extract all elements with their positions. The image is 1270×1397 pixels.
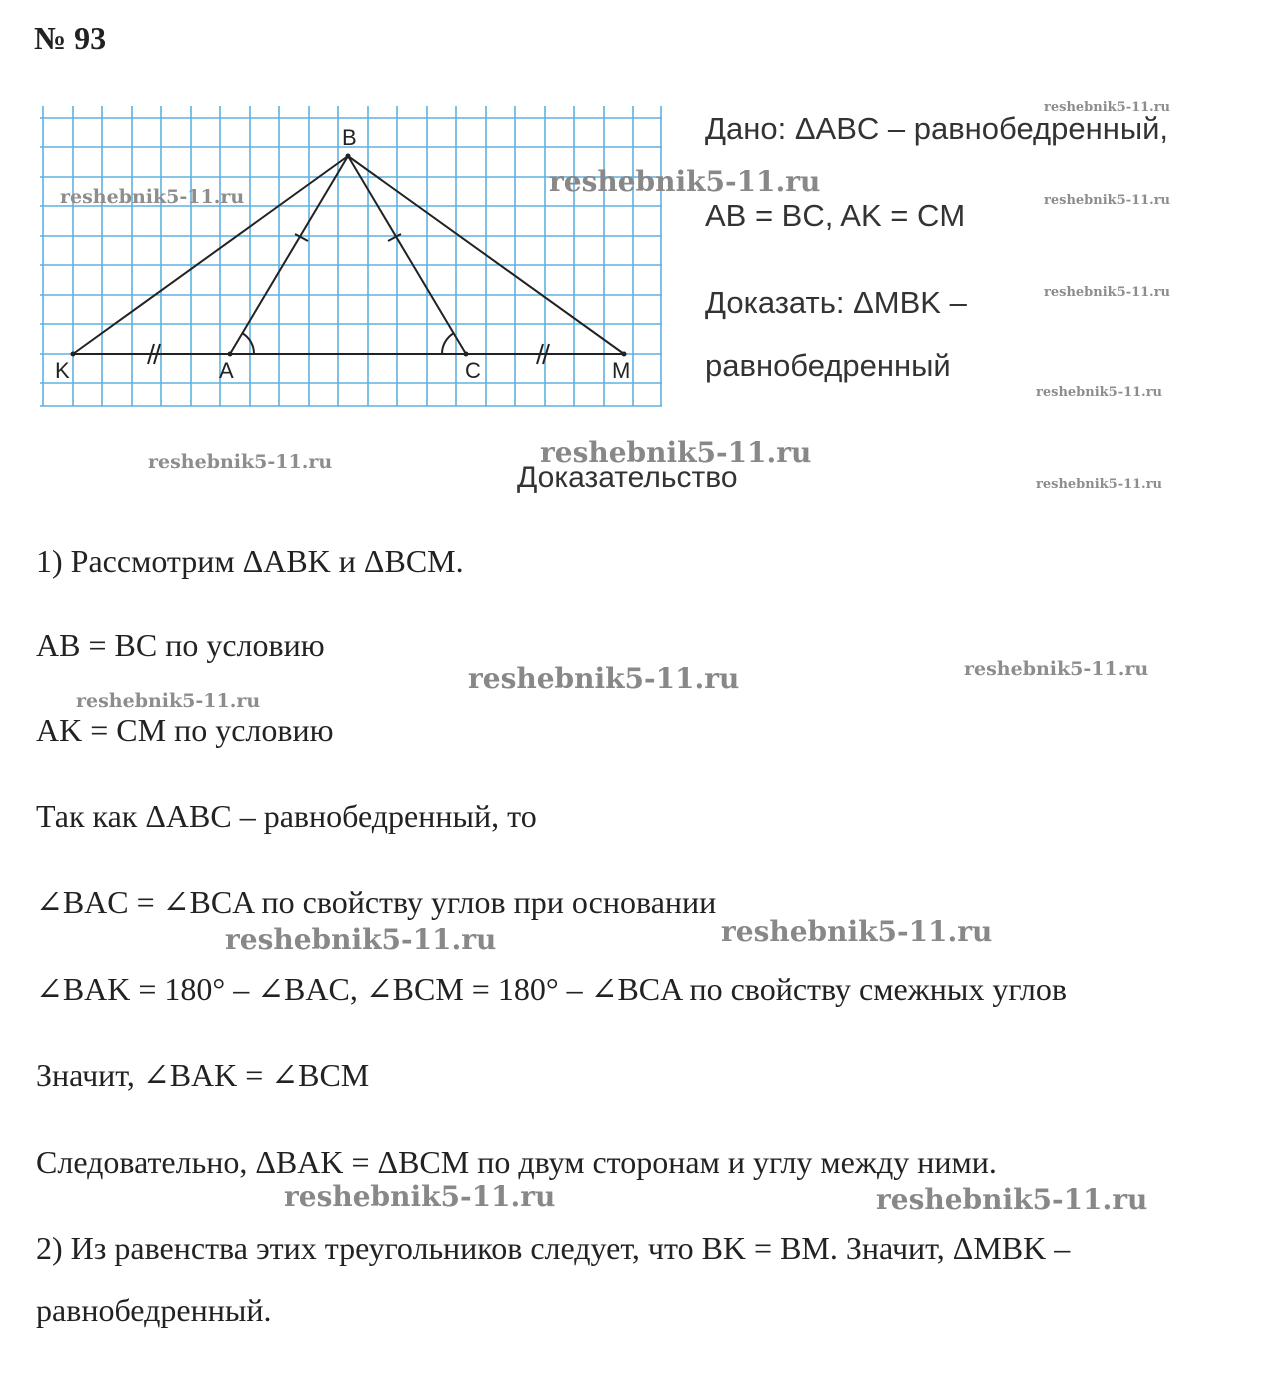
given-line-2: AB = BC, AK = CM (705, 198, 966, 233)
proof-line-4: Так как ΔABC – равнобедренный, то (36, 798, 537, 834)
watermark: reshebnik5-11.ru (1036, 477, 1163, 492)
proof-line-8: Следовательно, ΔBAK = ΔBCM по двум сторонам и углу между ними. (36, 1144, 997, 1180)
angle-arc-A (242, 333, 254, 354)
proof-heading: Доказательство (517, 461, 738, 494)
label-B: B (342, 125, 357, 150)
proof-line-10: равнобедренный. (36, 1292, 272, 1328)
proof-line-6: ∠BAK = 180° – ∠BAC, ∠BCM = 180° – ∠BCA по свойству смежных углов (36, 971, 1067, 1007)
proof-line-5: ∠BAC = ∠BCA по свойству углов при основании (36, 884, 717, 920)
grid (40, 106, 662, 406)
proof-line-1: 1) Рассмотрим ΔABK и ΔBCM. (36, 543, 464, 579)
watermark: reshebnik5-11.ru (1044, 193, 1171, 208)
prove-line-1: Доказать: ΔMBK – (705, 285, 967, 320)
watermark: reshebnik5-11.ru (549, 165, 821, 198)
problem-number: № 93 (34, 20, 107, 56)
proof-line-7: Значит, ∠BAK = ∠BCM (36, 1057, 370, 1093)
watermark: reshebnik5-11.ru (76, 690, 261, 712)
watermark: reshebnik5-11.ru (964, 658, 1149, 680)
watermark: reshebnik5-11.ru (284, 1180, 556, 1213)
watermark: reshebnik5-11.ru (468, 662, 740, 695)
watermark: reshebnik5-11.ru (876, 1183, 1148, 1216)
prove-line-2: равнобедренный (705, 348, 951, 383)
label-M: M (612, 358, 631, 383)
watermark: reshebnik5-11.ru (540, 436, 812, 469)
proof-line-2: AB = BC по условию (36, 627, 325, 663)
watermark: reshebnik5-11.ru (1044, 100, 1171, 115)
watermark: reshebnik5-11.ru (1036, 385, 1163, 400)
proof-line-9: 2) Из равенства этих треугольников следует, что BK = BM. Значит, ΔMBK – (36, 1230, 1071, 1266)
points (71, 154, 627, 357)
label-A: A (219, 358, 234, 383)
proof-line-3: AK = CM по условию (36, 712, 334, 748)
watermark: reshebnik5-11.ru (1044, 285, 1171, 300)
given-line-1: Дано: ΔABC – равнобедренный, (705, 111, 1169, 146)
watermark: reshebnik5-11.ru (148, 451, 333, 473)
label-C: C (465, 358, 481, 383)
watermark: reshebnik5-11.ru (60, 186, 245, 208)
label-K: K (55, 358, 70, 383)
watermark: reshebnik5-11.ru (225, 923, 497, 956)
angle-arc-C (442, 333, 454, 354)
watermark: reshebnik5-11.ru (721, 915, 993, 948)
